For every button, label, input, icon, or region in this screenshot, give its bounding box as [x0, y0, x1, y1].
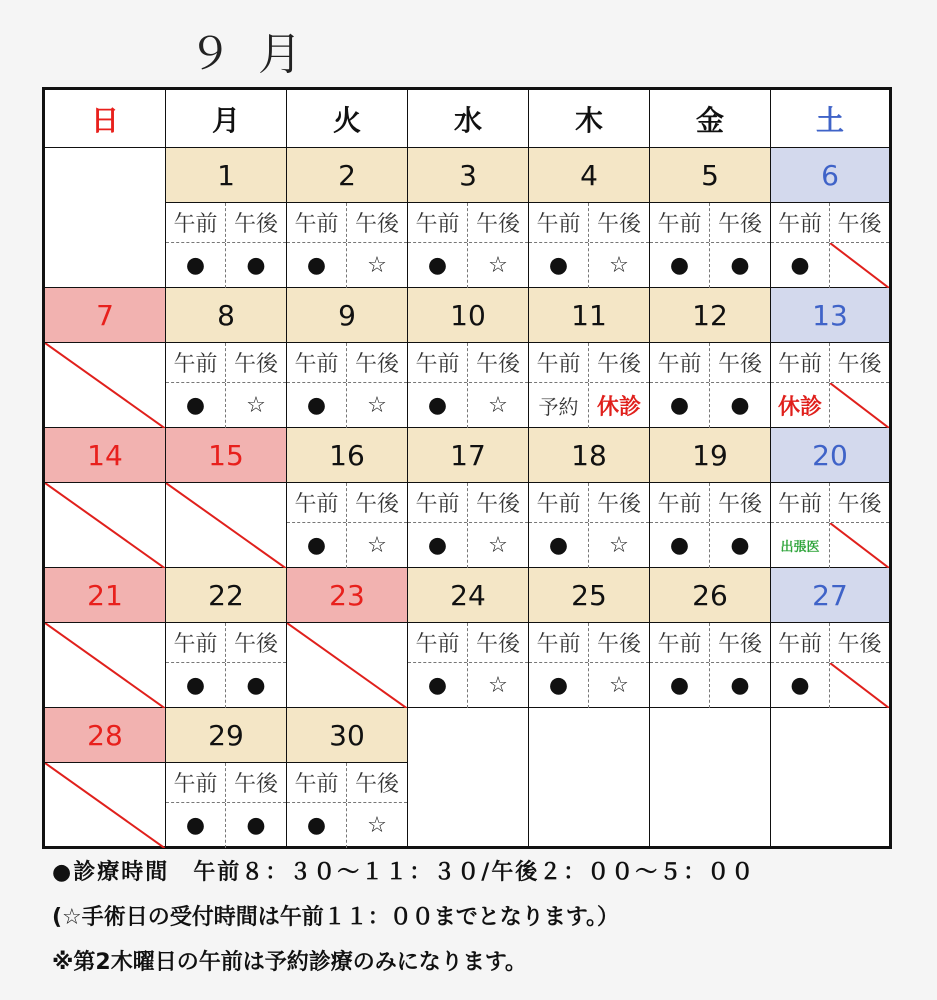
session-labels	[771, 343, 889, 383]
pm-status: ☆	[488, 253, 508, 278]
pm-status: ☆	[367, 813, 387, 838]
weekday-header-1: 月	[166, 90, 287, 148]
day-number: 5	[650, 148, 770, 203]
empty-day-cell	[771, 708, 889, 848]
am-status: ●	[408, 663, 468, 708]
pm-status: ☆	[367, 253, 387, 278]
session-status	[408, 243, 528, 288]
session-status	[166, 663, 286, 708]
session-labels	[287, 343, 407, 383]
pm-label: 午後	[596, 632, 641, 657]
pm-status: ●	[730, 393, 750, 418]
day-number: 27	[771, 568, 889, 623]
session-labels	[771, 623, 889, 663]
week-row	[45, 148, 889, 288]
day-number: 15	[166, 428, 286, 483]
closed-day-slash	[287, 623, 407, 708]
am-status: ●	[408, 383, 468, 428]
am-label: 午前	[287, 763, 347, 802]
weekday-header-3: 水	[408, 90, 529, 148]
session-labels	[650, 623, 770, 663]
day-number: 1	[166, 148, 286, 203]
am-label: 午前	[650, 203, 710, 242]
session-labels	[650, 203, 770, 243]
session-labels	[529, 343, 649, 383]
am-status: ●	[166, 803, 226, 848]
pm-label: 午後	[596, 212, 641, 237]
pm-status: ☆	[609, 673, 629, 698]
empty-day-cell	[650, 708, 771, 848]
pm-label: 午後	[717, 492, 762, 517]
day-cell	[45, 428, 166, 568]
session-labels	[166, 343, 286, 383]
am-label: 午前	[166, 203, 226, 242]
am-label: 午前	[408, 203, 468, 242]
am-label: 午前	[650, 483, 710, 522]
day-cell	[287, 148, 408, 288]
pm-label: 午後	[475, 212, 520, 237]
session-status	[771, 523, 889, 568]
pm-status: ☆	[488, 533, 508, 558]
pm-status: ☆	[367, 533, 387, 558]
day-cell	[287, 428, 408, 568]
am-label: 午前	[771, 623, 830, 662]
am-status: ●	[287, 803, 347, 848]
session-status	[408, 523, 528, 568]
am-label: 午前	[650, 623, 710, 662]
session-status	[650, 663, 770, 708]
am-label: 午前	[408, 623, 468, 662]
pm-label: 午後	[717, 632, 762, 657]
week-row	[45, 428, 889, 568]
pm-status	[830, 383, 889, 428]
day-number: 20	[771, 428, 889, 483]
session-status	[771, 243, 889, 288]
pm-status: ●	[246, 253, 266, 278]
day-cell	[408, 148, 529, 288]
day-cell	[771, 428, 889, 568]
session-status	[529, 383, 649, 428]
am-label: 午前	[408, 343, 468, 382]
day-number: 16	[287, 428, 407, 483]
day-number: 13	[771, 288, 889, 343]
am-label: 午前	[529, 623, 589, 662]
closed-day-slash	[45, 763, 165, 848]
day-cell	[771, 568, 889, 708]
month-title: ９ 月	[188, 29, 308, 80]
am-label: 午前	[771, 483, 830, 522]
session-status	[287, 523, 407, 568]
am-status: ●	[408, 243, 468, 288]
day-cell	[650, 568, 771, 708]
pm-status: ●	[246, 673, 266, 698]
am-label: 午前	[408, 483, 468, 522]
am-status: ●	[650, 663, 710, 708]
closed-day-slash	[45, 623, 165, 708]
pm-label: 午後	[475, 492, 520, 517]
session-labels	[166, 203, 286, 243]
session-status	[287, 803, 407, 848]
day-cell	[650, 148, 771, 288]
empty-day-cell	[408, 708, 529, 848]
empty-day-cell	[45, 148, 166, 288]
am-status: ●	[287, 383, 347, 428]
session-labels	[287, 203, 407, 243]
day-number: 28	[45, 708, 165, 763]
session-labels	[408, 483, 528, 523]
pm-label: 午後	[354, 212, 399, 237]
pm-status: ●	[730, 673, 750, 698]
pm-label: 午後	[233, 772, 278, 797]
pm-status: ●	[730, 253, 750, 278]
am-label: 午前	[529, 203, 589, 242]
am-status: ●	[650, 523, 710, 568]
day-cell	[166, 148, 287, 288]
day-cell	[45, 288, 166, 428]
calendar-notes	[52, 860, 912, 995]
am-status: ●	[529, 523, 589, 568]
am-status: ●	[529, 243, 589, 288]
day-cell	[771, 288, 889, 428]
session-status	[408, 383, 528, 428]
session-labels	[771, 483, 889, 523]
session-status	[166, 243, 286, 288]
pm-label: 午後	[837, 492, 882, 517]
day-cell	[166, 288, 287, 428]
pm-label: 午後	[475, 632, 520, 657]
am-label: 午前	[529, 343, 589, 382]
am-status: ●	[166, 383, 226, 428]
pm-label: 午後	[233, 352, 278, 377]
am-label: 午前	[287, 203, 347, 242]
am-status: 休診	[771, 383, 830, 428]
pm-closed-slash	[830, 243, 889, 288]
am-status: ●	[166, 243, 226, 288]
pm-status: ☆	[609, 253, 629, 278]
pm-closed-slash	[830, 383, 889, 428]
pm-closed-slash	[830, 663, 889, 708]
week-row	[45, 708, 889, 848]
day-cell	[45, 708, 166, 848]
session-labels	[287, 483, 407, 523]
am-label: 午前	[287, 483, 347, 522]
am-label: 午前	[166, 623, 226, 662]
session-labels	[529, 203, 649, 243]
pm-label: 午後	[717, 212, 762, 237]
pm-label: 午後	[596, 492, 641, 517]
weekday-header-2: 火	[287, 90, 408, 148]
day-cell	[287, 708, 408, 848]
session-status	[529, 523, 649, 568]
session-status	[166, 383, 286, 428]
day-number: 11	[529, 288, 649, 343]
day-number: 7	[45, 288, 165, 343]
closed-day-slash	[166, 483, 286, 568]
pm-label: 午後	[596, 352, 641, 377]
am-status: ●	[771, 243, 830, 288]
session-labels	[529, 623, 649, 663]
session-labels	[650, 483, 770, 523]
session-labels	[408, 343, 528, 383]
empty-day-cell	[529, 708, 650, 848]
day-cell	[408, 428, 529, 568]
day-number: 10	[408, 288, 528, 343]
day-cell	[166, 708, 287, 848]
session-status	[771, 383, 889, 428]
day-cell	[287, 568, 408, 708]
session-status	[287, 383, 407, 428]
pm-label: 午後	[233, 632, 278, 657]
am-label: 午前	[529, 483, 589, 522]
session-status	[771, 663, 889, 708]
weekday-header-6: 土	[771, 90, 889, 148]
day-number: 17	[408, 428, 528, 483]
session-labels	[650, 343, 770, 383]
weekday-header-4: 木	[529, 90, 650, 148]
pm-status: ☆	[488, 673, 508, 698]
day-cell	[408, 568, 529, 708]
weekday-header-0: 日	[45, 90, 166, 148]
pm-status: 休診	[596, 395, 641, 420]
pm-status: ☆	[246, 393, 266, 418]
session-status	[408, 663, 528, 708]
session-status	[650, 243, 770, 288]
pm-label: 午後	[233, 212, 278, 237]
am-label: 午前	[771, 203, 830, 242]
pm-label: 午後	[475, 352, 520, 377]
am-status: ●	[650, 243, 710, 288]
session-labels	[408, 203, 528, 243]
session-status	[287, 243, 407, 288]
day-number: 8	[166, 288, 286, 343]
day-cell	[166, 428, 287, 568]
day-cell	[45, 568, 166, 708]
day-cell	[771, 148, 889, 288]
note-surgery-day: (☆手術日の受付時間は午前１１：００までとなります。）	[52, 905, 620, 930]
day-number: 2	[287, 148, 407, 203]
weekday-header-row	[45, 90, 889, 148]
day-number: 23	[287, 568, 407, 623]
am-label: 午前	[166, 343, 226, 382]
day-cell	[529, 288, 650, 428]
day-number: 19	[650, 428, 770, 483]
am-status: ●	[166, 663, 226, 708]
day-cell	[529, 568, 650, 708]
pm-status: ☆	[367, 393, 387, 418]
pm-label: 午後	[717, 352, 762, 377]
am-label: 午前	[287, 343, 347, 382]
day-cell	[529, 428, 650, 568]
pm-closed-slash	[830, 523, 889, 568]
day-number: 6	[771, 148, 889, 203]
am-status: ●	[771, 663, 830, 708]
clinic-calendar	[42, 87, 892, 849]
note-reservation: ※第2木曜日の午前は予約診療のみになります。	[52, 950, 527, 975]
session-status	[166, 803, 286, 848]
day-number: 12	[650, 288, 770, 343]
weekday-header-5: 金	[650, 90, 771, 148]
day-number: 21	[45, 568, 165, 623]
am-status: ●	[287, 523, 347, 568]
pm-label: 午後	[837, 632, 882, 657]
pm-label: 午後	[354, 352, 399, 377]
session-labels	[771, 203, 889, 243]
pm-status: ☆	[488, 393, 508, 418]
session-status	[650, 383, 770, 428]
am-label: 午前	[650, 343, 710, 382]
day-number: 14	[45, 428, 165, 483]
pm-status	[830, 523, 889, 568]
session-labels	[529, 483, 649, 523]
session-labels	[166, 623, 286, 663]
closed-day-slash	[45, 483, 165, 568]
pm-status: ●	[246, 813, 266, 838]
note-hours: ●診療時間 午前８：３０～１１：３０/午後２：００～５：００	[52, 860, 756, 885]
am-status: ●	[287, 243, 347, 288]
pm-status: ●	[730, 533, 750, 558]
session-status	[529, 243, 649, 288]
am-status: ●	[408, 523, 468, 568]
session-status	[529, 663, 649, 708]
pm-status: ☆	[609, 533, 629, 558]
session-labels	[287, 763, 407, 803]
am-label: 午前	[771, 343, 830, 382]
day-number: 9	[287, 288, 407, 343]
am-label: 午前	[166, 763, 226, 802]
day-cell	[287, 288, 408, 428]
am-status: ●	[650, 383, 710, 428]
pm-label: 午後	[837, 212, 882, 237]
day-cell	[166, 568, 287, 708]
week-row	[45, 288, 889, 428]
day-number: 18	[529, 428, 649, 483]
day-cell	[408, 288, 529, 428]
day-number: 22	[166, 568, 286, 623]
day-number: 29	[166, 708, 286, 763]
day-number: 25	[529, 568, 649, 623]
session-labels	[408, 623, 528, 663]
day-number: 24	[408, 568, 528, 623]
day-number: 26	[650, 568, 770, 623]
pm-label: 午後	[354, 772, 399, 797]
session-labels	[166, 763, 286, 803]
am-status: ●	[529, 663, 589, 708]
pm-label: 午後	[354, 492, 399, 517]
day-number: 3	[408, 148, 528, 203]
day-cell	[529, 148, 650, 288]
day-number: 4	[529, 148, 649, 203]
day-number: 30	[287, 708, 407, 763]
session-status	[650, 523, 770, 568]
closed-day-slash	[45, 343, 165, 428]
pm-status	[830, 663, 889, 708]
pm-label: 午後	[837, 352, 882, 377]
day-cell	[650, 428, 771, 568]
am-status: 予約	[529, 383, 589, 428]
pm-status	[830, 243, 889, 288]
day-cell	[650, 288, 771, 428]
week-row	[45, 568, 889, 708]
am-status: 出張医	[771, 523, 830, 568]
